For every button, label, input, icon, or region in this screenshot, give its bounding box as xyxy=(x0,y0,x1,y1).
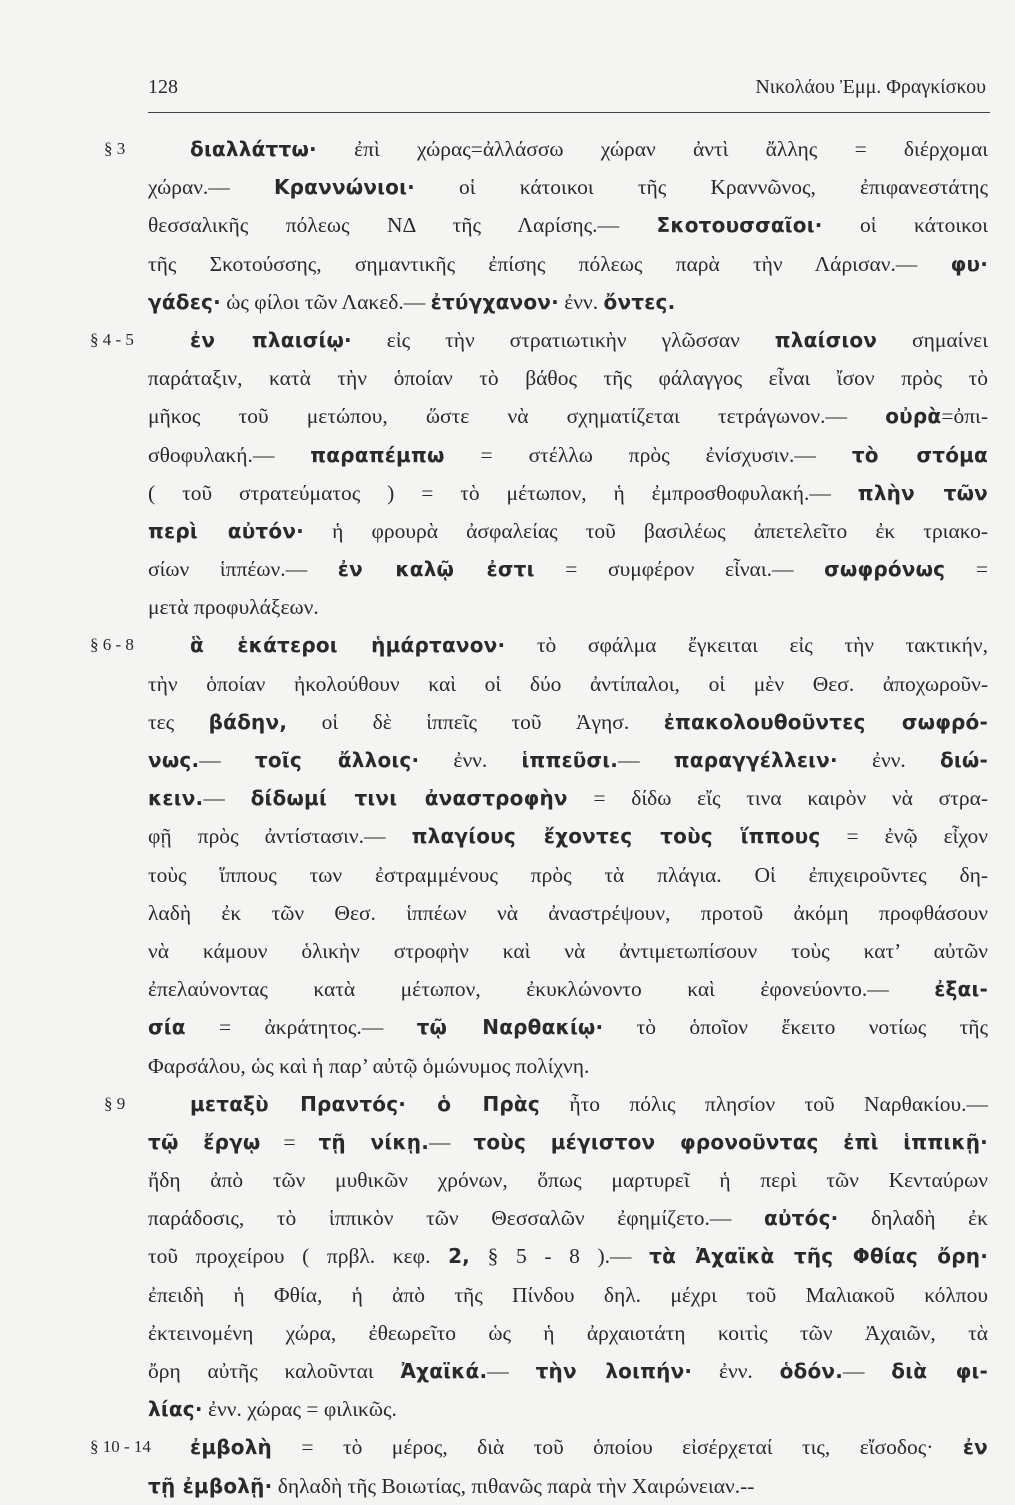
text-line xyxy=(148,1123,988,1161)
lemma: Κραννώνιοι· xyxy=(273,175,415,200)
text-line xyxy=(148,1047,988,1085)
lemma: παραπέμπω xyxy=(310,442,445,467)
gloss-text: ἐνν. xyxy=(837,748,940,772)
section-label: § 10 - 14 xyxy=(90,1437,151,1457)
lemma: διὰ φι- xyxy=(891,1359,989,1383)
gloss-text: Φαρσάλου, ὡς καὶ ἡ παρ’ αὐτῷ ὁμώνυμος πολίχνη. xyxy=(148,1053,590,1078)
text-line xyxy=(148,665,988,703)
gloss-text: = ἐνῷ εἶχον xyxy=(820,824,988,849)
text-line xyxy=(148,894,988,932)
lemma: τῇ νίκῃ. xyxy=(318,1129,429,1154)
gloss-text: θεσσαλικῆς πόλεως ΝΔ τῆς Λαρίσης.— xyxy=(148,213,657,238)
text-line xyxy=(148,245,988,283)
text-line xyxy=(148,1237,988,1275)
text-line xyxy=(148,741,988,779)
lemma: τοῖς ἄλλοις· xyxy=(254,748,420,772)
section-label: § 3 xyxy=(104,139,126,158)
lemma: ἐτύγχανον· xyxy=(430,289,559,314)
page-number: 128 xyxy=(148,76,178,98)
gloss-text: = ἀκράτητος.— xyxy=(185,1015,417,1040)
lemma: Ἀχαϊκά. xyxy=(400,1359,488,1383)
gloss-text: ἐπελαύνοντας κατὰ μέτωπον, ἐκυκλώνοντο καὶ ἐφονεύοντο.— xyxy=(148,977,935,1002)
gloss-text: — xyxy=(429,1129,474,1154)
text-line xyxy=(148,1352,988,1390)
gloss-text: = στέλλω πρὸς ἐνίσχυσιν.— xyxy=(444,442,852,467)
text-line xyxy=(148,283,988,321)
lemma: τῇ ἐμβολῇ· xyxy=(148,1473,273,1498)
gloss-text: — xyxy=(487,1359,536,1383)
lemma: ὁδόν. xyxy=(779,1359,844,1383)
lemma: πλὴν τῶν xyxy=(857,480,989,505)
text-line xyxy=(148,932,988,970)
lemma: γάδες· xyxy=(148,289,221,314)
text-line xyxy=(148,1276,988,1314)
text-line xyxy=(148,703,988,741)
lemma: οὐρὰ xyxy=(885,404,942,429)
lemma: διώ- xyxy=(939,748,988,772)
text-line xyxy=(90,1428,988,1466)
lemma: πλαγίους ἔχοντες τοὺς ἵππους xyxy=(411,824,821,849)
gloss-text: τῆς Σκοτούσσης, σημαντικῆς ἐπίσης πόλεως παρὰ τὴν Λάρισαν.— xyxy=(148,251,951,276)
gloss-text: — xyxy=(199,748,255,772)
gloss-text: = xyxy=(945,557,988,582)
lemma: κειν. xyxy=(148,786,204,811)
lemma: τῷ ἔργῳ xyxy=(148,1129,261,1154)
gloss-text: ἤδη ἀπὸ τῶν μυθικῶν χρόνων, ὅπως μαρτυρεῖ ἡ περὶ τῶν Κενταύρων xyxy=(148,1168,988,1193)
gloss-text: εἰς τὴν στρατιωτικὴν γλῶσσαν xyxy=(351,327,775,352)
running-head-author: Νικολάου Ἐμμ. Φραγκίσκου xyxy=(755,76,986,98)
gloss-text: — xyxy=(618,748,674,772)
lemma: ἐν xyxy=(962,1435,988,1460)
gloss-text: — xyxy=(843,1359,892,1383)
text-line xyxy=(148,474,988,512)
text-line xyxy=(104,130,988,168)
gloss-text: ἡ φρουρὰ ἀσφαλείας τοῦ βασιλέως ἀπετελεῖτο ἐκ τριακο- xyxy=(303,518,988,543)
gloss-text: φῇ πρὸς ἀντίστασιν.— xyxy=(148,824,412,849)
lemma: διαλλάττω· xyxy=(190,137,317,161)
text-line xyxy=(148,1314,988,1352)
text-line xyxy=(148,588,988,626)
gloss-text: ἐπὶ χώρας=ἀλλάσσω χώραν ἀντὶ ἄλλης = διέρχομαι xyxy=(316,137,988,161)
gloss-text: δηλαδὴ ἐκ xyxy=(838,1206,988,1231)
gloss-text: σθοφυλακή.— xyxy=(148,442,311,467)
lemma: δίδωμί τινι ἀναστροφὴν xyxy=(250,786,568,811)
gloss-text: = xyxy=(260,1129,319,1154)
gloss-text: τοὺς ἵππους των ἐστραμμένους πρὸς τὰ πλάγια. Οἱ ἐπιχειροῦντες δη- xyxy=(148,862,988,887)
text-line xyxy=(90,626,988,664)
lemma: ἐξαι- xyxy=(934,977,988,1002)
gloss-text: μετὰ προφυλάξεων. xyxy=(148,595,319,620)
lemma: ἐπακολουθοῦντες σωφρό- xyxy=(663,709,989,734)
text-line xyxy=(148,1008,988,1046)
lemma: λίας· xyxy=(148,1397,203,1422)
text-line xyxy=(148,1199,988,1237)
lemma: φυ· xyxy=(950,251,988,276)
lemma: ἃ ἑκάτεροι ἡμάρτανον· xyxy=(190,633,506,658)
gloss-text: τὸ ὁποῖον ἔκειτο νοτίως τῆς xyxy=(603,1015,988,1040)
gloss-text: ἐνν. xyxy=(692,1359,780,1383)
lemma: μεταξὺ Πραντός· ὁ Πρὰς xyxy=(190,1091,540,1116)
text-line xyxy=(148,512,988,550)
gloss-text: ἐνν. xyxy=(419,748,522,772)
text-line xyxy=(148,1467,988,1505)
gloss-text: τὴν ὁποίαν ἠκολούθουν καὶ οἱ δύο ἀντίπαλοι, οἱ μὲν Θεσ. ἀποχωροῦν- xyxy=(148,671,988,696)
lemma: περὶ αὐτόν· xyxy=(148,518,304,543)
gloss-text: ὡς φίλοι τῶν Λακεδ.— xyxy=(220,289,431,314)
gloss-text: ἐνν. χώρας = φιλικῶς. xyxy=(202,1397,397,1422)
text-line xyxy=(148,206,988,244)
gloss-text: § 5 - 8 ).— xyxy=(469,1244,650,1269)
gloss-text: τοῦ προχείρου ( πρβλ. κεφ. xyxy=(148,1244,449,1269)
gloss-text: σίων ἱππέων.— xyxy=(148,557,338,582)
text-line xyxy=(148,550,988,588)
lemma: ἱππεῦσι. xyxy=(521,748,619,772)
lemma: σωφρόνως xyxy=(824,557,946,582)
section-label: § 4 - 5 xyxy=(90,329,134,349)
lemma: ἐν πλαισίῳ· xyxy=(190,327,352,352)
lemma: αὐτός· xyxy=(764,1206,839,1231)
text-line xyxy=(148,359,988,397)
text-line xyxy=(148,779,988,817)
lemma: Σκοτουσσαῖοι· xyxy=(656,213,823,238)
text-line xyxy=(148,1161,988,1199)
gloss-text: χώραν.— xyxy=(148,175,274,200)
gloss-text: ὄρη αὐτῆς καλοῦνται xyxy=(148,1359,401,1383)
text-line xyxy=(104,1085,988,1123)
gloss-text: νὰ κάμουν ὁλικὴν στροφὴν καὶ νὰ ἀντιμετωπίσουν τοὺς κατ’ αὐτῶν xyxy=(148,938,988,963)
text-line xyxy=(148,817,988,855)
gloss-text: παράδοσις, τὸ ἱππικὸν τῶν Θεσσαλῶν ἐφημίζετο.— xyxy=(148,1206,765,1231)
gloss-text: =ὀπι- xyxy=(941,404,988,429)
gloss-text: = τὸ μέρος, διὰ τοῦ ὁποίου εἰσέρχεταί τις, εἴσοδος· xyxy=(272,1435,963,1460)
lemma: τὰ Ἀχαϊκὰ τῆς Φθίας ὄρη· xyxy=(649,1244,988,1269)
lemma: πλαίσιον xyxy=(774,327,878,352)
gloss-text: οἱ κάτοικοι τῆς Κραννῶνος, ἐπιφανεστάτης xyxy=(414,175,989,200)
lemma: τῷ Ναρθακίῳ· xyxy=(416,1015,604,1040)
gloss-text: μῆκος τοῦ μετώπου, ὥστε νὰ σχηματίζεται τετράγωνον.— xyxy=(148,404,886,429)
lemma: ἐμβολὴ xyxy=(190,1435,273,1460)
text-line xyxy=(148,970,988,1008)
gloss-text: = δίδω εἴς τινα καιρὸν νὰ στρα- xyxy=(567,786,988,811)
gloss-text: ἦτο πόλις πλησίον τοῦ Ναρθακίου.— xyxy=(539,1091,988,1116)
lemma: 2, xyxy=(448,1244,470,1269)
gloss-text: = συμφέρον εἶναι.— xyxy=(534,557,825,582)
gloss-text: τες xyxy=(148,709,209,734)
gloss-text: ἐπειδὴ ἡ Φθία, ἡ ἀπὸ τῆς Πίνδου δηλ. μέχρι τοῦ Μαλιακοῦ κόλπου xyxy=(148,1282,988,1307)
gloss-text: οἱ κάτοικοι xyxy=(822,213,989,238)
gloss-text: σημαίνει xyxy=(877,327,988,352)
gloss-text: οἱ δὲ ἱππεῖς τοῦ Ἀγησ. xyxy=(287,709,664,734)
lemma: νως. xyxy=(148,748,200,772)
lemma: τὸ στόμα xyxy=(851,442,989,467)
gloss-text: ἐκτεινομένη χώρα, ἐθεωρεῖτο ὡς ἡ ἀρχαιοτάτη κοιτὶς τῶν Ἀχαιῶν, τὰ xyxy=(148,1320,988,1345)
section-label: § 9 xyxy=(104,1093,126,1113)
text-line xyxy=(90,321,988,359)
gloss-text: δηλαδὴ τῆς Βοιωτίας, πιθανῶς παρὰ τὴν Χαιρώνειαν.-- xyxy=(272,1473,755,1498)
gloss-text: παράταξιν, κατὰ τὴν ὁποίαν τὸ βάθος τῆς φάλαγγος εἶναι ἴσον πρὸς τὸ xyxy=(148,366,988,391)
lemma: ὄντες. xyxy=(603,289,676,314)
text-line xyxy=(148,436,988,474)
lemma: παραγγέλλειν· xyxy=(673,748,838,772)
text-line xyxy=(148,168,988,206)
text-line xyxy=(148,1390,988,1428)
gloss-text: — xyxy=(203,786,251,811)
lemma: βάδην, xyxy=(208,709,288,734)
running-header xyxy=(148,74,990,113)
lemma: ἐν καλῷ ἐστι xyxy=(337,557,535,582)
gloss-text: λαδὴ ἐκ τῶν Θεσ. ἱππέων νὰ ἀναστρέψουν, προτοῦ ἀκόμη προφθάσουν xyxy=(148,900,988,925)
text-line xyxy=(148,856,988,894)
text-line xyxy=(148,397,988,435)
section-label: § 6 - 8 xyxy=(90,635,134,655)
lemma: σία xyxy=(148,1015,186,1040)
gloss-text: ἐνν. xyxy=(558,289,604,314)
gloss-text: τὸ σφάλμα ἔγκειται εἰς τὴν τακτικήν, xyxy=(505,633,988,658)
commentary-body xyxy=(90,130,989,1505)
gloss-text: ( τοῦ στρατεύματος ) = τὸ μέτωπον, ἡ ἐμπροσθοφυλακή.— xyxy=(148,480,858,505)
lemma: τὴν λοιπήν· xyxy=(535,1359,693,1383)
lemma: τοὺς μέγιστον φρονοῦντας ἐπὶ ἱππικῇ· xyxy=(473,1129,988,1154)
